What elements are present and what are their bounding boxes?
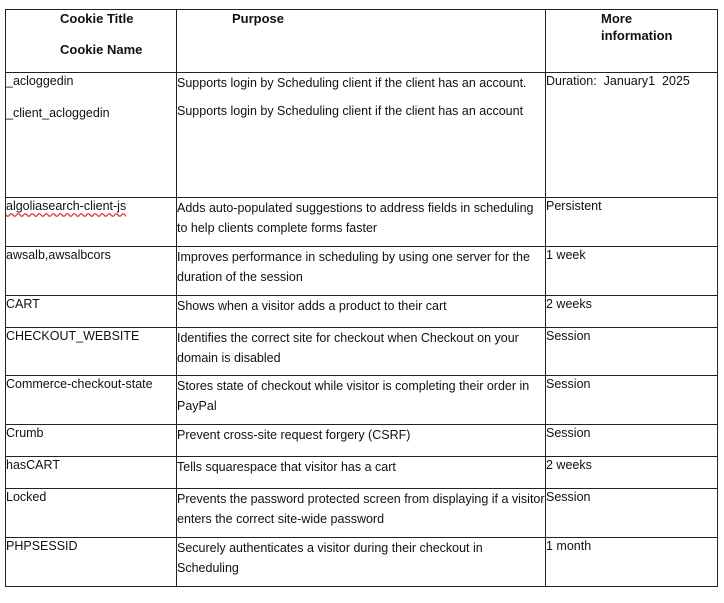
more-info-cell xyxy=(546,247,718,296)
cookie-name: CHECKOUT_WEBSITE xyxy=(6,329,140,343)
cookie-name: CART xyxy=(6,297,40,311)
table-row xyxy=(6,73,718,198)
cookie-name-cell xyxy=(6,328,177,376)
header-row xyxy=(6,10,718,73)
cookie-name: _acloggedin xyxy=(6,74,74,88)
cookie-name-cell xyxy=(6,247,177,296)
cookie-name: Commerce-checkout-state xyxy=(6,377,153,391)
more-info-text: 2 weeks xyxy=(546,458,592,472)
more-label: More xyxy=(601,11,633,26)
cookie-name: _client_acloggedin xyxy=(6,106,110,120)
table-row xyxy=(6,457,718,489)
purpose-cell xyxy=(177,457,546,489)
purpose-cell xyxy=(177,489,546,538)
purpose-cell xyxy=(177,73,546,198)
more-info-text: 2 weeks xyxy=(546,297,592,311)
cookie-name: algoliasearch-client-js xyxy=(6,199,127,213)
table-row xyxy=(6,376,718,425)
purpose-text: Tells squarespace that visitor has a cart xyxy=(177,460,396,474)
cookie-table xyxy=(5,9,718,587)
purpose-text: Securely authenticates a visitor during their checkout in Scheduling xyxy=(177,541,483,575)
cookie-name-cell xyxy=(6,198,177,247)
cookie-name: Crumb xyxy=(6,426,44,440)
more-info-header xyxy=(546,10,718,73)
table-row xyxy=(6,247,718,296)
more-info-cell xyxy=(546,198,718,247)
more-info-text: Session xyxy=(546,329,591,343)
cookie-name-label: Cookie Name xyxy=(60,42,143,57)
purpose-text: Identifies the correct site for checkout when Checkout on your domain is disabled xyxy=(177,331,519,365)
purpose-cell xyxy=(177,328,546,376)
more-info-text: Session xyxy=(546,490,591,504)
purpose-text: Prevent cross-site request forgery (CSRF) xyxy=(177,428,411,442)
purpose-cell xyxy=(177,296,546,328)
more-info-cell xyxy=(546,376,718,425)
cookie-title-label: Cookie Title xyxy=(60,11,134,26)
more-info-text: Session xyxy=(546,377,591,391)
more-info-text: 1 week xyxy=(546,248,586,262)
cookie-name: Locked xyxy=(6,490,47,504)
table-row xyxy=(6,489,718,538)
more-info-cell xyxy=(546,73,718,198)
cookie-title-header xyxy=(6,10,177,73)
purpose-cell xyxy=(177,198,546,247)
purpose-text: Stores state of checkout while visitor is completing their order in PayPal xyxy=(177,379,530,413)
purpose-text: Supports login by Scheduling client if the client has an account xyxy=(177,104,524,118)
cookie-name-cell xyxy=(6,457,177,489)
cookie-name-cell xyxy=(6,73,177,198)
table-row xyxy=(6,296,718,328)
more-info-text: Duration: January1 2025 xyxy=(546,74,690,88)
purpose-text: Prevents the password protected screen from displaying if a visitor enters the correct site-wide password xyxy=(177,492,545,526)
purpose-cell xyxy=(177,538,546,587)
cookie-name-cell xyxy=(6,376,177,425)
cookie-name: awsalb,awsalbcors xyxy=(6,248,111,262)
purpose-cell xyxy=(177,425,546,457)
more-info-cell xyxy=(546,296,718,328)
cookie-name: PHPSESSID xyxy=(6,539,78,553)
table-row xyxy=(6,425,718,457)
purpose-header xyxy=(177,10,546,73)
information-label: information xyxy=(601,28,673,43)
purpose-text: Supports login by Scheduling client if the client has an account. xyxy=(177,76,527,90)
more-info-text: 1 month xyxy=(546,539,592,553)
cookie-name: hasCART xyxy=(6,458,60,472)
cookie-name-cell xyxy=(6,296,177,328)
table-row xyxy=(6,198,718,247)
purpose-text: Adds auto-populated suggestions to address fields in scheduling to help clients complete forms faster xyxy=(177,201,534,235)
cookie-name-cell xyxy=(6,425,177,457)
purpose-cell xyxy=(177,376,546,425)
cookie-name-cell xyxy=(6,489,177,538)
more-info-cell xyxy=(546,328,718,376)
more-info-text: Session xyxy=(546,426,591,440)
more-info-cell xyxy=(546,489,718,538)
table-row xyxy=(6,538,718,587)
purpose-text: Improves performance in scheduling by using one server for the duration of the session xyxy=(177,250,530,284)
purpose-cell xyxy=(177,247,546,296)
more-info-cell xyxy=(546,457,718,489)
purpose-label: Purpose xyxy=(232,11,285,26)
purpose-text: Shows when a visitor adds a product to their cart xyxy=(177,299,447,313)
more-info-text: Persistent xyxy=(546,199,602,213)
more-info-cell xyxy=(546,425,718,457)
cookie-name-cell xyxy=(6,538,177,587)
more-info-cell xyxy=(546,538,718,587)
table-row xyxy=(6,328,718,376)
